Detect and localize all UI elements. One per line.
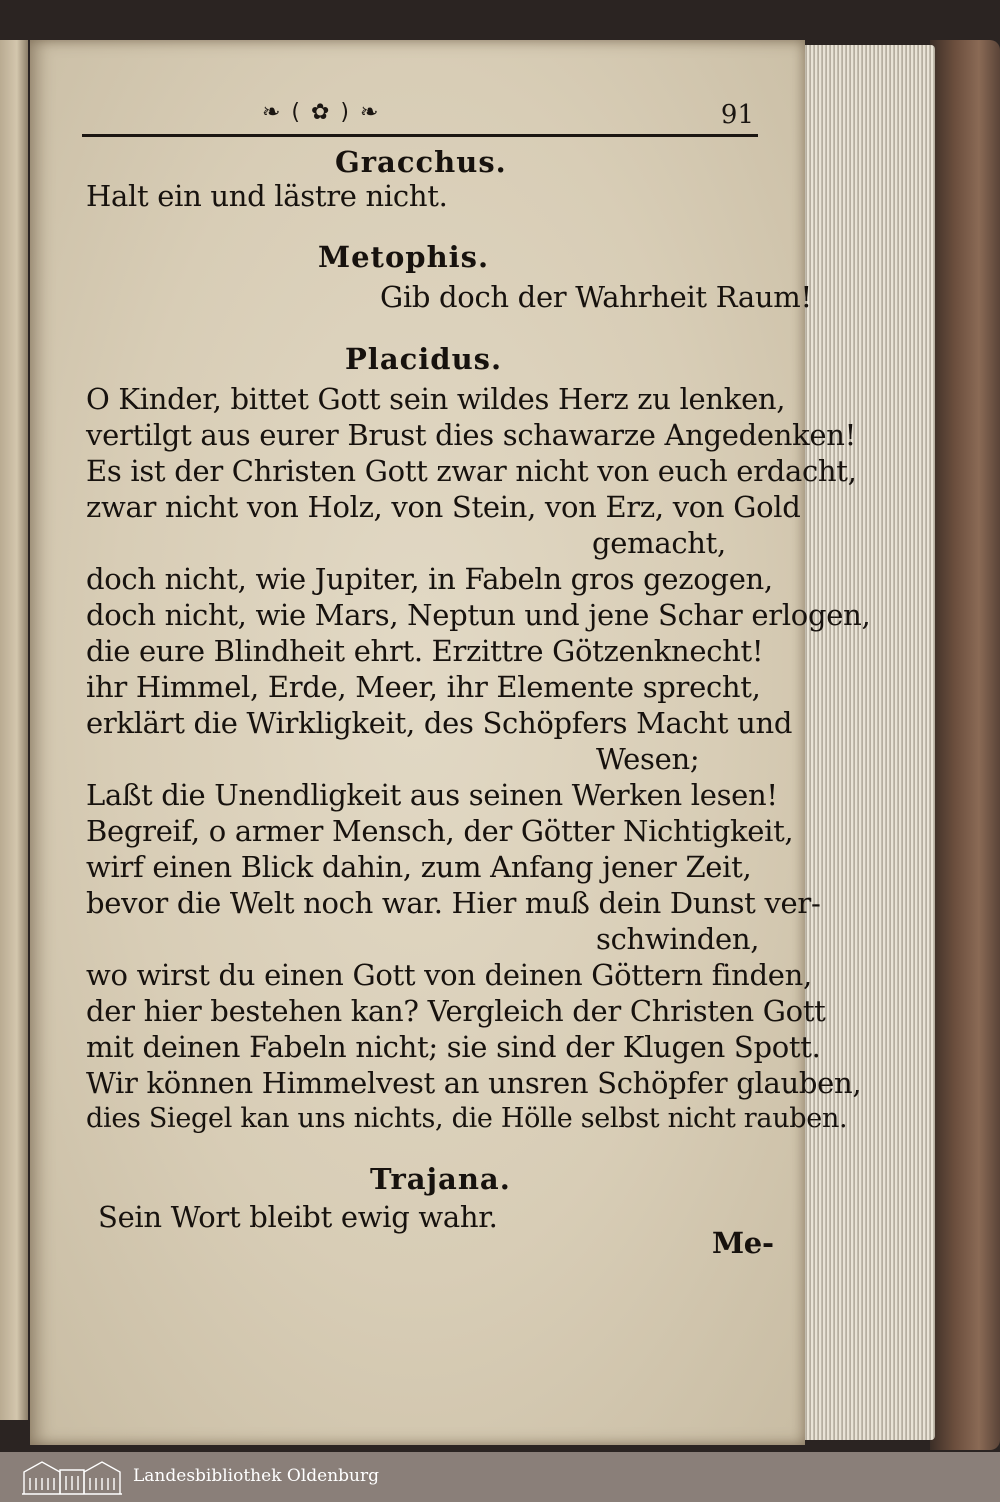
verse-line: wirf einen Blick dahin, zum Anfang jener Zeit,: [86, 850, 752, 884]
verse-line: Laßt die Unendligkeit aus seinen Werken lesen!: [86, 778, 778, 812]
verse-line: zwar nicht von Holz, von Stein, von Erz, von Gold: [86, 490, 801, 524]
verse-line: der hier bestehen kan? Vergleich der Christen Gott: [86, 994, 826, 1028]
verse-line: Halt ein und lästre nicht.: [86, 179, 448, 213]
running-header: [82, 100, 758, 140]
footer-bar: [0, 1452, 1000, 1502]
verse-line: ihr Himmel, Erde, Meer, ihr Elemente sprecht,: [86, 670, 761, 704]
verse-line: O Kinder, bittet Gott sein wildes Herz zu lenken,: [86, 382, 786, 416]
speaker-gracchus: Gracchus.: [335, 145, 507, 179]
speaker-placidus: Placidus.: [345, 342, 503, 376]
library-name: Landesbibliothek Oldenburg: [133, 1466, 380, 1486]
verse-line: gemacht,: [592, 526, 726, 560]
verse-line: die eure Blindheit ehrt. Erzittre Götzenknecht!: [86, 634, 764, 668]
verse-line: doch nicht, wie Mars, Neptun und jene Schar erlogen,: [86, 598, 871, 632]
page-number: 91: [720, 100, 754, 130]
verse-line: Gib doch der Wahrheit Raum!: [380, 280, 812, 314]
verse-line: Sein Wort bleibt ewig wahr.: [98, 1200, 498, 1234]
book-cover: [930, 40, 1000, 1450]
verse-line: erklärt die Wirkligkeit, des Schöpfers Macht und: [86, 706, 793, 740]
speaker-metophis: Metophis.: [318, 240, 490, 274]
verse-line: Wir können Himmelvest an unsren Schöpfer glauben,: [86, 1066, 862, 1100]
verse-line: mit deinen Fabeln nicht; sie sind der Klugen Spott.: [86, 1030, 821, 1064]
library-building-icon: [22, 1458, 122, 1496]
verse-line: bevor die Welt noch war. Hier muß dein Dunst ver-: [86, 886, 821, 920]
left-page-edge: [0, 40, 28, 1420]
verse-line: Wesen;: [596, 742, 700, 776]
speaker-trajana: Trajana.: [370, 1162, 511, 1196]
verse-line: wo wirst du einen Gott von deinen Göttern finden,: [86, 958, 812, 992]
verse-line: dies Siegel kan uns nichts, die Hölle selbst nicht rauben.: [86, 1103, 848, 1134]
verse-line: schwinden,: [596, 922, 760, 956]
page-block-edges: [795, 45, 935, 1440]
verse-line: Begreif, o armer Mensch, der Götter Nichtigkeit,: [86, 814, 794, 848]
verse-line: Es ist der Christen Gott zwar nicht von euch erdacht,: [86, 454, 857, 488]
header-rule: [82, 134, 758, 137]
catchword: Me-: [712, 1226, 774, 1260]
verse-line: vertilgt aus eurer Brust dies schawarze Angedenken!: [86, 418, 857, 452]
verse-line: doch nicht, wie Jupiter, in Fabeln gros gezogen,: [86, 562, 773, 596]
header-ornament: ❧ ( ✿ ) ❧: [262, 100, 381, 125]
